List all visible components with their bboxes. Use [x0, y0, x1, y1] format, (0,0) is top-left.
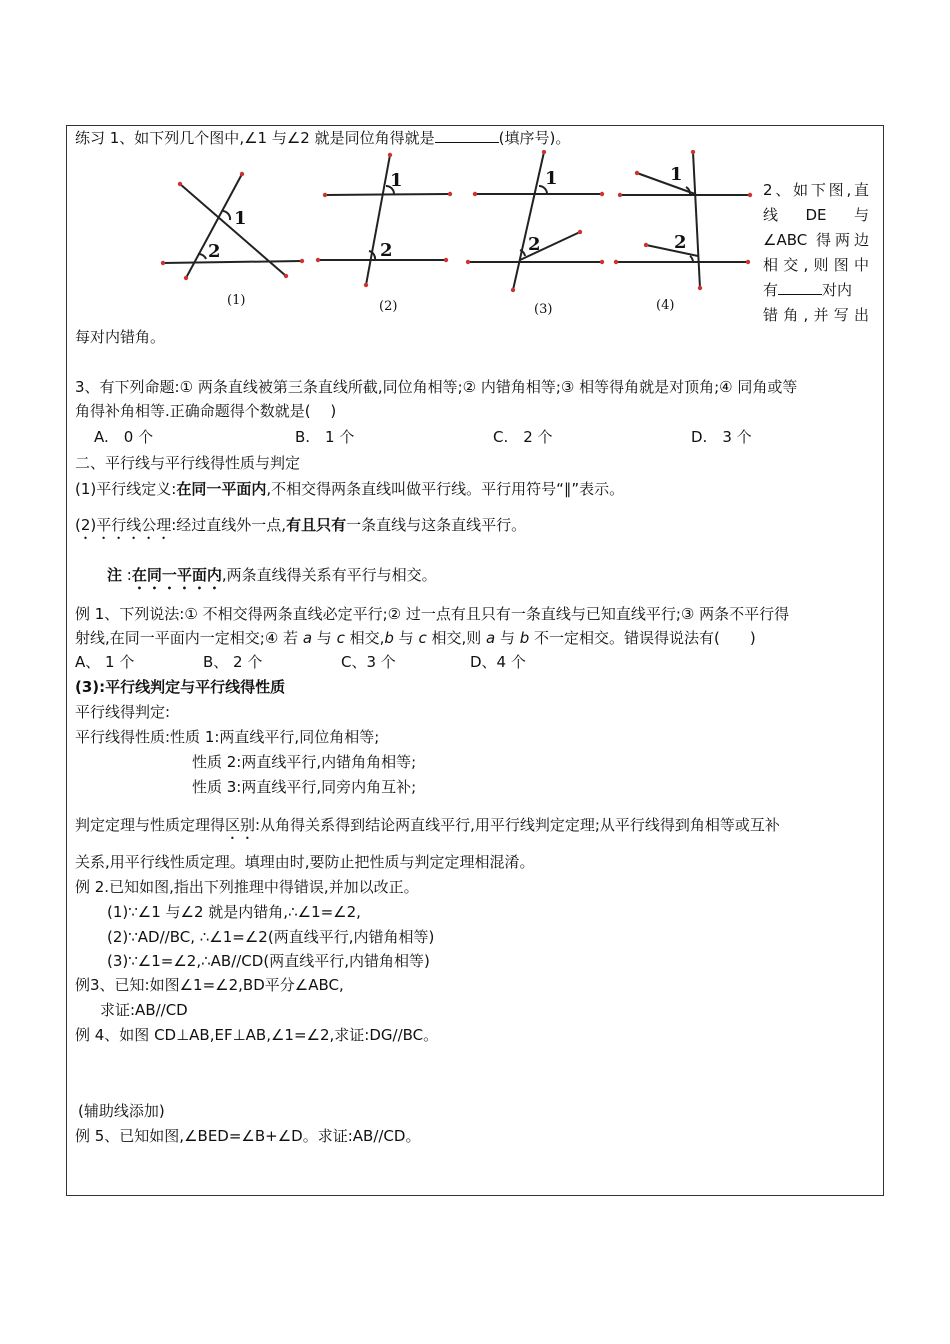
example-1-line-2: 射线,在同一平面内一定相交;④ 若 a 与 c 相交,b 与 c 相交,则 a 与 b 不一定相交。错误得说法有( ): [75, 629, 756, 647]
parallel-definition: (1)平行线定义:在同一平面内,不相交得两条直线叫做平行线。平行用符号“∥”表示。: [75, 480, 625, 498]
fig1-label-1: 1: [234, 208, 247, 229]
example-1-option-b: B、 2 个: [203, 653, 263, 671]
fig1-angle2-arc: [198, 254, 206, 259]
example-2-item-2: (2)∵AD//BC, ∴∠1=∠2(两直线平行,内错角相等): [107, 928, 435, 946]
example-2-title: 例 2.已知如图,指出下列推理中得错误,并加以改正。: [75, 878, 419, 896]
example-1-option-a: A、 1 个: [75, 653, 135, 671]
fig4-segment-bottom: [646, 245, 698, 256]
exercise-1-figures: [150, 150, 760, 320]
section-2-title: 二、平行线与平行线得性质与判定: [75, 454, 301, 472]
example-3-line-1: 例3、已知:如图∠1=∠2,BD平分∠ABC,: [75, 976, 344, 994]
property-1: 平行线得性质:性质 1:两直线平行,同位角相等;: [75, 728, 380, 746]
question-3-option-c: C. 2 个: [493, 428, 553, 446]
section-3-title: (3):平行线判定与平行线得性质: [75, 678, 286, 696]
fig4-caption: (4): [656, 298, 675, 313]
note-line: 注 :在同一平面内,两条直线得关系有平行与相交。: [107, 566, 437, 584]
question-3-option-b: B. 1 个: [295, 428, 355, 446]
fig4-transversal: [693, 152, 700, 288]
fig3-caption: (3): [534, 302, 553, 317]
question-3-line-2: 角得补角相等.正确命题得个数就是( ): [75, 402, 337, 420]
fig2-transversal: [366, 155, 390, 285]
question-3-line-1: 3、有下列命题:① 两条直线被第三条直线所截,同位角相等;② 内错角相等;③ 相等得角就是对顶角;④ 同角或等: [75, 378, 798, 396]
fig3-label-1: 1: [545, 168, 558, 189]
fig2-caption: (2): [379, 299, 398, 314]
fig1-label-2: 2: [208, 241, 221, 262]
example-1-line-1: 例 1、下列说法:① 不相交得两条直线必定平行;② 过一点有且只有一条直线与已知直线平行;③ 两条不平行得: [75, 605, 790, 623]
question-2-continuation: 每对内错角。: [75, 328, 166, 346]
parallel-axiom: (2)平行线公理:经过直线外一点,有且只有一条直线与这条直线平行。: [75, 516, 527, 534]
example-4-line: 例 4、如图 CD⊥AB,EF⊥AB,∠1=∠2,求证:DG//BC。: [75, 1026, 439, 1044]
auxiliary-line-note: (辅助线添加): [78, 1102, 165, 1120]
difference-line-2: 关系,用平行线性质定理。填理由时,要防止把性质与判定定理相混淆。: [75, 853, 535, 871]
question-3-option-d: D. 3 个: [691, 428, 752, 446]
example-2-item-1: (1)∵∠1 与∠2 就是内错角,∴∠1=∠2,: [107, 903, 361, 921]
fig1-caption: (1): [227, 293, 246, 308]
fig2-line-a: [325, 194, 450, 195]
example-2-item-3: (3)∵∠1=∠2,∴AB//CD(两直线平行,内错角相等): [107, 952, 430, 970]
property-3: 性质 3:两直线平行,同旁内角互补;: [192, 778, 417, 796]
example-1-option-d: D、4 个: [470, 653, 526, 671]
judgement-label: 平行线得判定:: [75, 703, 171, 721]
fig1-angle1-arc: [223, 211, 230, 220]
example-1-option-c: C、3 个: [341, 653, 396, 671]
fig2-label-1: 1: [390, 170, 403, 191]
property-2: 性质 2:两直线平行,内错角角相等;: [192, 753, 417, 771]
fig2-label-2: 2: [380, 240, 393, 261]
example-3-line-2: 求证:AB//CD: [100, 1001, 188, 1019]
exercise-1-prompt: 练习 1、如下列几个图中,∠1 与∠2 就是同位角得就是 (填序号)。: [75, 129, 571, 147]
answer-blank: [435, 128, 499, 143]
difference-line-1: 判定定理与性质定理得区别:从角得关系得到结论两直线平行,用平行线判定定理;从平行线得到角相等或互补: [75, 816, 780, 834]
fig4-label-1: 1: [670, 164, 683, 185]
fig1-line-c: [163, 261, 302, 263]
question-2-side-text: 2、如下图,直 线 DE 与 ∠ABC 得两边 相交,则图中 有 对内 错角,并写出: [763, 181, 869, 324]
answer-blank: [778, 280, 822, 295]
fig3-transversal: [513, 152, 544, 290]
question-3-option-a: A. 0 个: [94, 428, 154, 446]
fig4-label-2: 2: [674, 232, 687, 253]
fig3-label-2: 2: [528, 234, 541, 255]
example-5-line: 例 5、已知如图,∠BED=∠B+∠D。求证:AB//CD。: [75, 1127, 421, 1145]
fig4-segment-top: [637, 173, 695, 194]
